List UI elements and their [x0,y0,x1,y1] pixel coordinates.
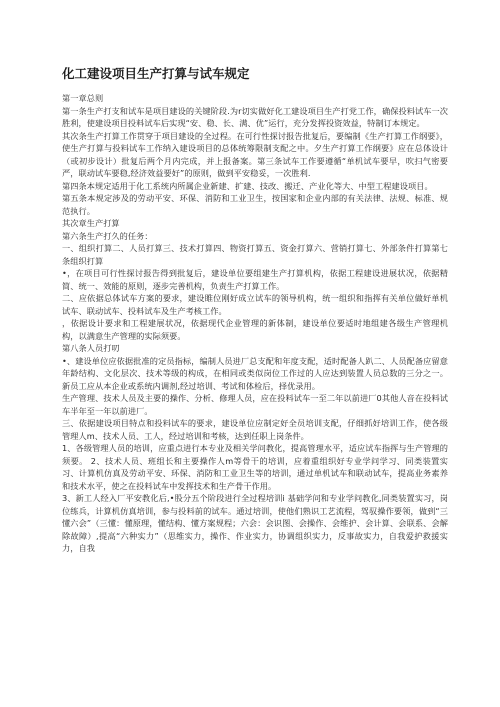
paragraph: •、建设单位应依据批准的定员指标，编制人员进厂总支配和年度支配，适时配备人趴二、人员配备应留意年龄结构、文化层次、技术等级的构成，在相同或类似岗位工作过的人应达到装置人员总数的三分之一。新员工应从本企业或系统内调剂,经过培训、考试和体检后，择优录用。 [62,355,448,391]
paragraph: 二、应依据总体试车方案的要求，建设睢位刚好成立试车的领导机构，统一组织和指挥有关单位做好单机试车、联动试车、投料试车及生产考核工作。 [62,293,448,316]
paragraph: 第六条生产打久的任务： [62,230,153,241]
chapter-heading: 第一章总则 [62,93,104,103]
paragraph: 3、新工人经入厂平安教化后,•股分五个阶段进行全过程培训i 基础学问和专业学问教化,同类装置实习，岗位练兵，计算机仿真培训，参与投料前的试车。通过培训，使他们熟识工艺流程，驾驭操作要领，做到“三懂六会”（三懂：懂原理，懂结构、懂方案规程；六会：会识图、会操作、会维护、会计算、会联系、会解除故障）,提高“六种实力”（思维实力，操作、作业实力，协调组织实力，反事故实力，自我爱护救援实力，自我 [62,493,448,553]
paragraph: 第一条生产打支和试车是项目建设的关键阶段.为r切实做好化工建设项目生产打党工作，确保投料试车一次胜利，使建设项目投料试车后实现“安、稳、长、满、优”运行，充分发挥投资效益，特制订本规定。 [62,105,448,128]
paragraph: •，在项目可行性探讨报告得到批复后，建设单位要组建生产打算机构，依据工程建设进展状况，依据精简、统一、效能的原则，逐步完善机构，负责生产打算工作。 [62,268,448,291]
paragraph: 1、各级管理人员的培训，应重点进行本专业及相关学问教化，提高管理水平，适应试车指挥与生产管理的须要。 2、技术人员、班组长和主要操作人m等骨干的培训，应着重组织好专业学问学习、同类装置实习、计算机仿真及劳动平安、环保、消防和工业卫生等的培训，通过单机试车和联动试车，提高业务素养和技术水平，使之在投料试车中发挥技术和生产骨干作用。 [62,443,448,491]
paragraph: 第五条本规定涉及的劳动平安、环保、消防和工业卫生，按国家和企业内部的有关法律、法规、标准、规范执行。 [62,193,448,216]
paragraph: 三、依据建设项目特点和投料试车的要求，建设单位应制定好全员培训支配，仔细抓好培训工作，使各级管理人m、技术人员、工人，经过培训和考核，达到任职上岗条件。 [62,418,448,441]
paragraph: ，依据设计要求和工程建展状况，依据现代企业管理的新体制，建设单位要适时地组建各级生产管理机构，以满意生产管理的实际须要。 [62,318,448,341]
document-title: 化工建设项目生产打算与试车规定 [62,66,250,81]
paragraph: 其次条生产打算工作贯穿于项目建设的全过程。在可行性探讨报告批复后，要编制《生产打算工作纲要》，使生产打算与投料试车工作纳入建设项目的总体统筹限制支配之中。夕生产打算工作纲要》应在总体设计（或初步设计）批复后两个月内完成，并上报备案。第三条试车工作要遵循“单机试车要早，吹扫气密要严，联动试车要稳,经济效益要好”的原则，做到平安稳妥，一次胜利. [62,130,448,178]
document-body [62,92,448,555]
paragraph: 第八条人员打叨 [62,343,120,353]
paragraph: 生产管理、技术人员及主要的操作、分析、修理人员，应在投料试车一至二年以前进厂0其他人音在投料试车半年至一年以前进厂。 [62,393,448,416]
paragraph: 一、组织打算二、人员打算三、技术打算四、物资打算五、资金打算六、营销打算七、外部条件打算第七条组织打算 [62,243,448,266]
chapter-heading: 其次章生产打算 [62,218,120,228]
paragraph: 第四条本规定适用于化工系统内所属企业新建、扩建、技改、搬迁、产业化等大、中型工程建设项目。 [62,180,433,191]
